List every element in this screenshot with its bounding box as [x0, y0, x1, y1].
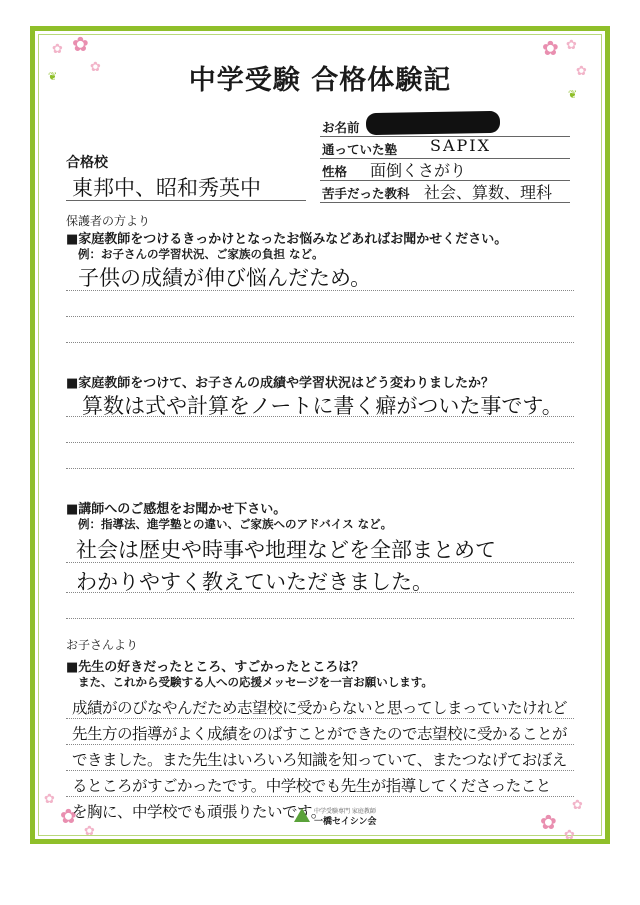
school-value: SAPIX [430, 136, 491, 155]
question-4-subheading: また、これから受験する人への応援メッセージを一言お願いします。 [78, 675, 433, 689]
flower-icon: ✿ [84, 824, 95, 839]
flower-icon: ✿ [542, 36, 559, 60]
flower-icon: ✿ [44, 792, 55, 807]
question-2-answer: 算数は式や計算をノートに書く癖がついた事です。 [82, 394, 563, 418]
logo-mark-icon [294, 808, 310, 822]
name-label: お名前 [322, 120, 360, 135]
flower-icon: ✿ [60, 804, 77, 828]
question-2-heading: ■家庭教師をつけて、お子さんの成績や学習状況はどう変わりましたか？ [66, 376, 495, 391]
question-3-answer-line-2: わかりやすく教えていただきました。 [76, 570, 433, 594]
question-3-example: 例：指導法、進学塾との違い、ご家族へのアドバイス など。 [78, 517, 393, 531]
logo-name: 一橋セイシン会 [314, 817, 377, 827]
answer-line [66, 718, 574, 719]
passed-school-label: 合格校 [66, 155, 108, 171]
answer-line [66, 562, 574, 563]
flower-icon: ✿ [52, 42, 63, 57]
weak-subject-label: 苦手だった教科 [322, 186, 410, 201]
question-1-example: 例：お子さんの学習状況、ご家族の負担 など。 [78, 247, 324, 261]
flower-icon: ✿ [566, 38, 577, 53]
parent-header: 保護者の方より [66, 214, 151, 228]
page-title: 中学受験 合格体験記 [188, 65, 452, 96]
question-4-answer-line-5: を胸に、中学校でも頑張りたいです。 [72, 803, 326, 821]
question-4-answer-line-4: るところがすごかったです。中学校でも先生が指導してくださったこと [72, 777, 551, 795]
flower-icon: ✿ [564, 828, 575, 843]
answer-line [66, 442, 574, 443]
school-label: 通っていた塾 [322, 142, 398, 157]
answer-line [66, 468, 574, 469]
question-3-answer-line-1: 社会は歴史や時事や地理などを全部まとめて [76, 538, 496, 562]
answer-line [66, 618, 574, 619]
logo-tagline: 中学受験専門 家庭教師 [314, 808, 376, 815]
answer-line [66, 342, 574, 343]
redacted-name [366, 111, 500, 135]
question-4-answer-line-1: 成績がのびなやんだため志望校に受からないと思ってしまっていたけれど [72, 699, 568, 717]
answer-line [66, 796, 574, 797]
question-3-heading: ■講師へのご感想をお聞かせ下さい。 [66, 502, 287, 517]
passed-school-line [66, 200, 306, 201]
flower-icon: ✿ [576, 64, 587, 79]
personality-value: 面倒くさがり [370, 161, 467, 180]
weak-subject-value: 社会、算数、理科 [424, 183, 553, 202]
flower-icon: ✿ [72, 32, 89, 56]
company-logo [294, 806, 384, 828]
question-4-heading: ■先生の好きだったところ、すごかったところは？ [66, 660, 365, 675]
passed-school-value: 東邦中、昭和秀英中 [72, 176, 261, 200]
leaf-icon: ❦ [48, 70, 58, 83]
flower-icon: ✿ [572, 798, 583, 813]
flower-icon: ✿ [90, 60, 101, 75]
answer-line [66, 770, 574, 771]
flower-icon: ✿ [540, 810, 557, 834]
question-4-answer-line-2: 先生方の指導がよく成績をのばすことができたので志望校に受かることが [72, 725, 568, 743]
question-4-answer-line-3: できました。また先生はいろいろ知識を知っていて、またつなげておぼえ [72, 751, 567, 769]
answer-line [66, 592, 574, 593]
personality-label: 性格 [322, 164, 348, 179]
child-header: お子さんより [66, 638, 139, 652]
answer-line [66, 316, 574, 317]
answer-line [66, 744, 574, 745]
weak-subject-line [320, 202, 570, 203]
question-1-heading: ■家庭教師をつけるきっかけとなったお悩みなどあればお聞かせください。 [66, 232, 508, 247]
answer-line [66, 290, 574, 291]
question-1-answer: 子供の成績が伸び悩んだため。 [78, 266, 372, 290]
leaf-icon: ❦ [568, 88, 578, 101]
answer-line [66, 416, 574, 417]
